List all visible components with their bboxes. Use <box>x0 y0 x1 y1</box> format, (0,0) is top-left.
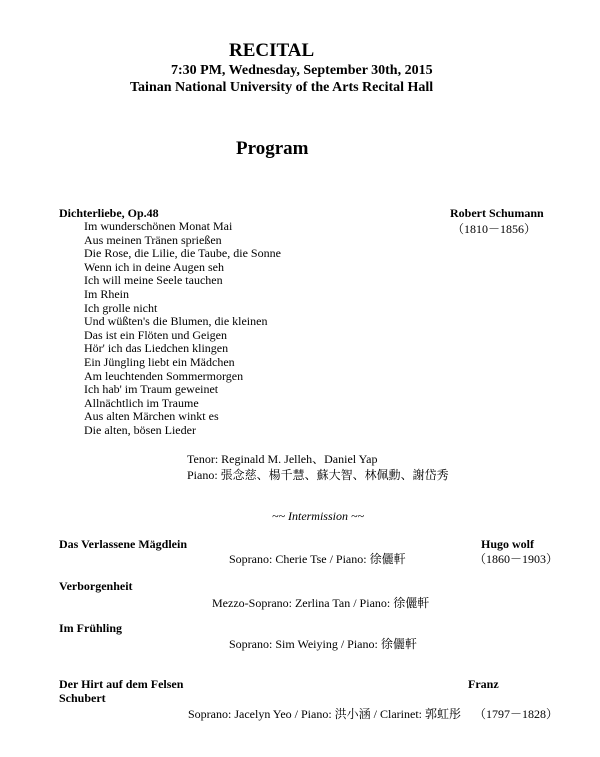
song-item: Allnächtlich im Traume <box>84 395 199 410</box>
schumann-dates: （1810－1856） <box>452 222 537 236</box>
song-item: Ich hab' im Traum geweinet <box>84 382 219 397</box>
recital-title: RECITAL <box>229 40 315 61</box>
song-item: Im Rhein <box>84 286 129 301</box>
song-item: Ich grolle nicht <box>84 300 158 315</box>
song-item: Im wunderschönen Monat Mai <box>84 219 233 233</box>
schubert-composer-last: Schubert <box>59 691 106 705</box>
song-item: Das ist ein Flöten und Geigen <box>84 327 227 342</box>
wolf-composer: Hugo wolf <box>481 537 535 551</box>
song-item: Wenn ich in deine Augen seh <box>84 259 224 274</box>
wolf-piece-2-performers: Mezzo-Soprano: Zerlina Tan / Piano: 徐儷軒 <box>212 596 430 610</box>
song-item: Ich will meine Seele tauchen <box>84 273 223 288</box>
song-item: Aus alten Märchen winkt es <box>84 409 219 424</box>
recital-datetime: 7:30 PM, Wednesday, September 30th, 2015 <box>171 63 433 78</box>
dichterliebe-song-list <box>84 220 281 438</box>
song-item: Aus meinen Tränen sprießen <box>84 232 222 247</box>
schubert-composer-first: Franz <box>468 677 499 691</box>
song-item: Und wüßten's die Blumen, die kleinen <box>84 314 268 329</box>
recital-venue: Tainan National University of the Arts Recital Hall <box>130 80 434 95</box>
song-item: Hör' ich das Liedchen klingen <box>84 341 229 356</box>
song-item: Am leuchtenden Sommermorgen <box>84 368 244 383</box>
schubert-piece-title: Der Hirt auf dem Felsen <box>59 677 184 691</box>
wolf-piece-3-performers: Soprano: Sim Weiying / Piano: 徐儷軒 <box>229 637 417 651</box>
dichterliebe-piano: Piano: 張念慈、楊千慧、蘇大智、林佩勳、謝岱秀 <box>187 468 449 482</box>
wolf-piece-1-title: Das Verlassene Mägdlein <box>59 537 188 551</box>
wolf-piece-1-performers: Soprano: Cherie Tse / Piano: 徐儷軒 <box>229 552 406 566</box>
dichterliebe-title: Dichterliebe, Op.48 <box>59 206 159 220</box>
schubert-performers: Soprano: Jacelyn Yeo / Piano: 洪小涵 / Clarinet: 郭虹彤 <box>188 707 461 721</box>
intermission-label: ~~ Intermission ~~ <box>272 509 364 523</box>
song-item: Die alten, bösen Lieder <box>84 422 196 437</box>
wolf-piece-3-title: Im Frühling <box>59 621 123 635</box>
wolf-dates: （1860－1903） <box>474 552 559 566</box>
song-item: Ein Jüngling liebt ein Mädchen <box>84 354 235 369</box>
song-item: Die Rose, die Lilie, die Taube, die Sonne <box>84 246 281 261</box>
dichterliebe-tenor: Tenor: Reginald M. Jelleh、Daniel Yap <box>187 452 378 466</box>
program-heading: Program <box>236 138 309 159</box>
wolf-piece-2-title: Verborgenheit <box>59 579 133 593</box>
schubert-dates: （1797－1828） <box>474 707 559 721</box>
schumann-composer: Robert Schumann <box>450 206 544 220</box>
